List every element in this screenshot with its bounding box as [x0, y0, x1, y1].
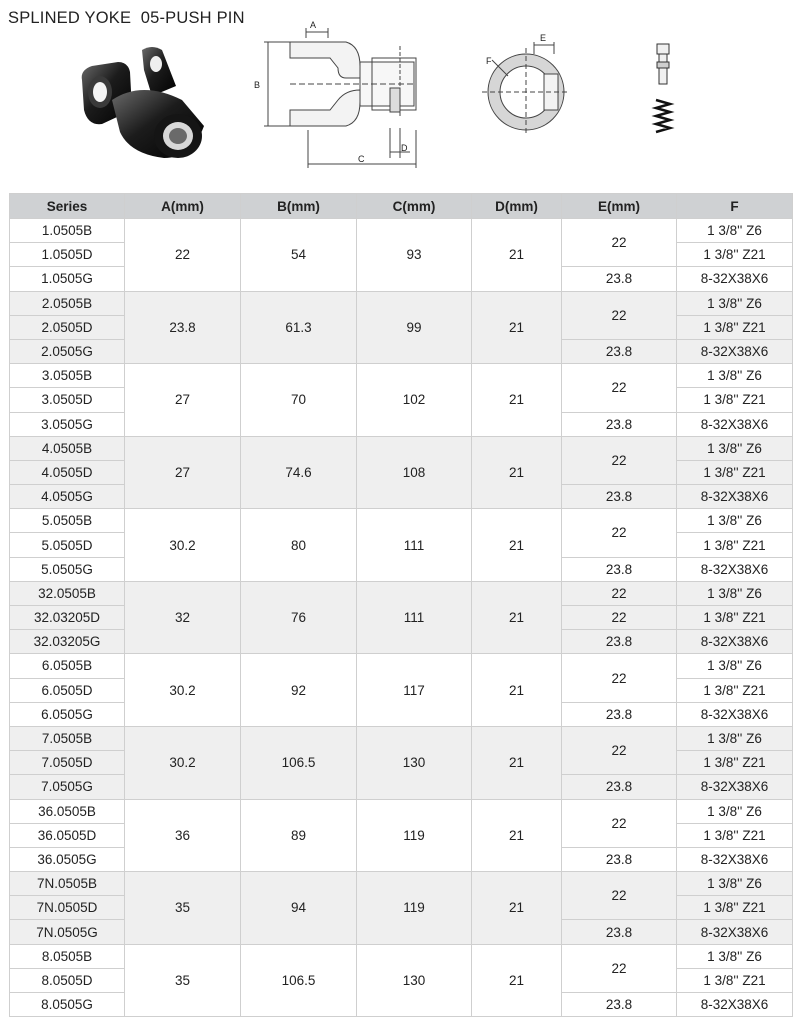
- side-dimension-drawing: [250, 18, 425, 170]
- table-row: [10, 219, 793, 243]
- section-dimension-drawing: [478, 30, 578, 140]
- series-cell: 7N.0505G: [10, 920, 125, 944]
- series-cell: 7N.0505B: [10, 872, 125, 896]
- f-cell: 8-32X38X6: [677, 920, 793, 944]
- column-header: A(mm): [125, 194, 241, 219]
- dim-label-a: A: [310, 20, 317, 30]
- series-cell: 7.0505B: [10, 726, 125, 750]
- b-cell: 74.6: [241, 436, 357, 509]
- f-cell: 1 3/8'' Z21: [677, 315, 793, 339]
- e-cell: 23.8: [562, 485, 677, 509]
- e-cell: 23.8: [562, 630, 677, 654]
- series-cell: 8.0505G: [10, 993, 125, 1017]
- c-cell: 119: [357, 799, 472, 872]
- table-row: [10, 364, 793, 388]
- column-header: C(mm): [357, 194, 472, 219]
- d-cell: 21: [472, 654, 562, 727]
- series-cell: 36.0505D: [10, 823, 125, 847]
- e-cell: 22: [562, 436, 677, 484]
- series-cell: 2.0505D: [10, 315, 125, 339]
- e-cell: 23.8: [562, 557, 677, 581]
- table-row: [10, 654, 793, 678]
- series-cell: 4.0505D: [10, 460, 125, 484]
- a-cell: 22: [125, 219, 241, 292]
- table-row: [10, 944, 793, 968]
- e-cell: 22: [562, 799, 677, 847]
- e-cell: 22: [562, 509, 677, 557]
- f-cell: 1 3/8'' Z6: [677, 291, 793, 315]
- table-row: [10, 291, 793, 315]
- f-cell: 1 3/8'' Z6: [677, 944, 793, 968]
- series-cell: 36.0505B: [10, 799, 125, 823]
- d-cell: 21: [472, 581, 562, 654]
- f-cell: 1 3/8'' Z21: [677, 243, 793, 267]
- a-cell: 35: [125, 944, 241, 1017]
- series-cell: 3.0505D: [10, 388, 125, 412]
- series-cell: 4.0505B: [10, 436, 125, 460]
- f-cell: 8-32X38X6: [677, 485, 793, 509]
- c-cell: 102: [357, 364, 472, 437]
- f-cell: 1 3/8'' Z21: [677, 751, 793, 775]
- d-cell: 21: [472, 726, 562, 799]
- table-row: [10, 872, 793, 896]
- series-cell: 1.0505G: [10, 267, 125, 291]
- yoke-photo: [72, 40, 212, 162]
- table-row: [10, 799, 793, 823]
- d-cell: 21: [472, 509, 562, 582]
- a-cell: 27: [125, 364, 241, 437]
- series-cell: 6.0505G: [10, 702, 125, 726]
- table-row: [10, 581, 793, 605]
- series-cell: 6.0505D: [10, 678, 125, 702]
- f-cell: 8-32X38X6: [677, 847, 793, 871]
- b-cell: 106.5: [241, 944, 357, 1017]
- e-cell: 23.8: [562, 267, 677, 291]
- series-cell: 2.0505G: [10, 339, 125, 363]
- f-cell: 1 3/8'' Z21: [677, 823, 793, 847]
- series-cell: 3.0505B: [10, 364, 125, 388]
- f-cell: 1 3/8'' Z21: [677, 896, 793, 920]
- series-cell: 6.0505B: [10, 654, 125, 678]
- f-cell: 8-32X38X6: [677, 775, 793, 799]
- page-title: SPLINED YOKE 05-PUSH PIN: [8, 9, 245, 27]
- b-cell: 61.3: [241, 291, 357, 364]
- b-cell: 76: [241, 581, 357, 654]
- series-cell: 32.0505B: [10, 581, 125, 605]
- f-cell: 1 3/8'' Z6: [677, 436, 793, 460]
- f-cell: 1 3/8'' Z21: [677, 388, 793, 412]
- table-row: [10, 436, 793, 460]
- table-row: [10, 726, 793, 750]
- f-cell: 8-32X38X6: [677, 267, 793, 291]
- c-cell: 130: [357, 726, 472, 799]
- a-cell: 30.2: [125, 726, 241, 799]
- f-cell: 1 3/8'' Z6: [677, 509, 793, 533]
- e-cell: 23.8: [562, 993, 677, 1017]
- c-cell: 111: [357, 509, 472, 582]
- f-cell: 1 3/8'' Z21: [677, 968, 793, 992]
- series-cell: 1.0505B: [10, 219, 125, 243]
- f-cell: 1 3/8'' Z6: [677, 799, 793, 823]
- d-cell: 21: [472, 872, 562, 945]
- e-cell: 23.8: [562, 920, 677, 944]
- b-cell: 92: [241, 654, 357, 727]
- e-cell: 23.8: [562, 847, 677, 871]
- c-cell: 111: [357, 581, 472, 654]
- series-cell: 8.0505B: [10, 944, 125, 968]
- e-cell: 22: [562, 219, 677, 267]
- a-cell: 30.2: [125, 509, 241, 582]
- a-cell: 32: [125, 581, 241, 654]
- b-cell: 54: [241, 219, 357, 292]
- series-cell: 3.0505G: [10, 412, 125, 436]
- f-cell: 8-32X38X6: [677, 702, 793, 726]
- column-header: D(mm): [472, 194, 562, 219]
- e-cell: 23.8: [562, 775, 677, 799]
- c-cell: 93: [357, 219, 472, 292]
- f-cell: 8-32X38X6: [677, 557, 793, 581]
- series-cell: 5.0505D: [10, 533, 125, 557]
- series-cell: 5.0505G: [10, 557, 125, 581]
- f-cell: 1 3/8'' Z6: [677, 364, 793, 388]
- f-cell: 1 3/8'' Z6: [677, 219, 793, 243]
- e-cell: 22: [562, 364, 677, 412]
- b-cell: 80: [241, 509, 357, 582]
- b-cell: 106.5: [241, 726, 357, 799]
- c-cell: 119: [357, 872, 472, 945]
- f-cell: 8-32X38X6: [677, 630, 793, 654]
- dim-label-b: B: [254, 80, 261, 90]
- f-cell: 1 3/8'' Z21: [677, 678, 793, 702]
- table-row: [10, 509, 793, 533]
- dim-label-e: E: [540, 33, 547, 43]
- f-cell: 1 3/8'' Z21: [677, 606, 793, 630]
- b-cell: 89: [241, 799, 357, 872]
- series-cell: 7N.0505D: [10, 896, 125, 920]
- column-header: E(mm): [562, 194, 677, 219]
- a-cell: 23.8: [125, 291, 241, 364]
- f-cell: 1 3/8'' Z21: [677, 460, 793, 484]
- push-pin-spring-drawing: [648, 42, 678, 142]
- d-cell: 21: [472, 799, 562, 872]
- f-cell: 8-32X38X6: [677, 993, 793, 1017]
- d-cell: 21: [472, 291, 562, 364]
- series-cell: 8.0505D: [10, 968, 125, 992]
- series-cell: 2.0505B: [10, 291, 125, 315]
- e-cell: 22: [562, 291, 677, 339]
- e-cell: 22: [562, 606, 677, 630]
- d-cell: 21: [472, 219, 562, 292]
- dim-label-f: F: [486, 56, 492, 66]
- series-cell: 4.0505G: [10, 485, 125, 509]
- e-cell: 23.8: [562, 339, 677, 363]
- column-header: Series: [10, 194, 125, 219]
- e-cell: 22: [562, 654, 677, 702]
- a-cell: 27: [125, 436, 241, 509]
- d-cell: 21: [472, 436, 562, 509]
- column-header: F: [677, 194, 793, 219]
- series-cell: 32.03205D: [10, 606, 125, 630]
- d-cell: 21: [472, 364, 562, 437]
- e-cell: 22: [562, 726, 677, 774]
- dim-label-d: D: [401, 143, 408, 153]
- e-cell: 23.8: [562, 702, 677, 726]
- c-cell: 99: [357, 291, 472, 364]
- f-cell: 1 3/8'' Z21: [677, 533, 793, 557]
- e-cell: 22: [562, 581, 677, 605]
- a-cell: 36: [125, 799, 241, 872]
- column-header: B(mm): [241, 194, 357, 219]
- a-cell: 35: [125, 872, 241, 945]
- series-cell: 36.0505G: [10, 847, 125, 871]
- f-cell: 8-32X38X6: [677, 412, 793, 436]
- c-cell: 130: [357, 944, 472, 1017]
- d-cell: 21: [472, 944, 562, 1017]
- header-row: [10, 194, 793, 219]
- f-cell: 1 3/8'' Z6: [677, 726, 793, 750]
- f-cell: 1 3/8'' Z6: [677, 872, 793, 896]
- f-cell: 1 3/8'' Z6: [677, 654, 793, 678]
- spec-table: [9, 193, 793, 1017]
- e-cell: 23.8: [562, 412, 677, 436]
- series-cell: 32.03205G: [10, 630, 125, 654]
- a-cell: 30.2: [125, 654, 241, 727]
- series-cell: 5.0505B: [10, 509, 125, 533]
- f-cell: 8-32X38X6: [677, 339, 793, 363]
- b-cell: 94: [241, 872, 357, 945]
- series-cell: 7.0505D: [10, 751, 125, 775]
- c-cell: 108: [357, 436, 472, 509]
- c-cell: 117: [357, 654, 472, 727]
- e-cell: 22: [562, 872, 677, 920]
- e-cell: 22: [562, 944, 677, 992]
- f-cell: 1 3/8'' Z6: [677, 581, 793, 605]
- b-cell: 70: [241, 364, 357, 437]
- series-cell: 7.0505G: [10, 775, 125, 799]
- dim-label-c: C: [358, 154, 365, 164]
- series-cell: 1.0505D: [10, 243, 125, 267]
